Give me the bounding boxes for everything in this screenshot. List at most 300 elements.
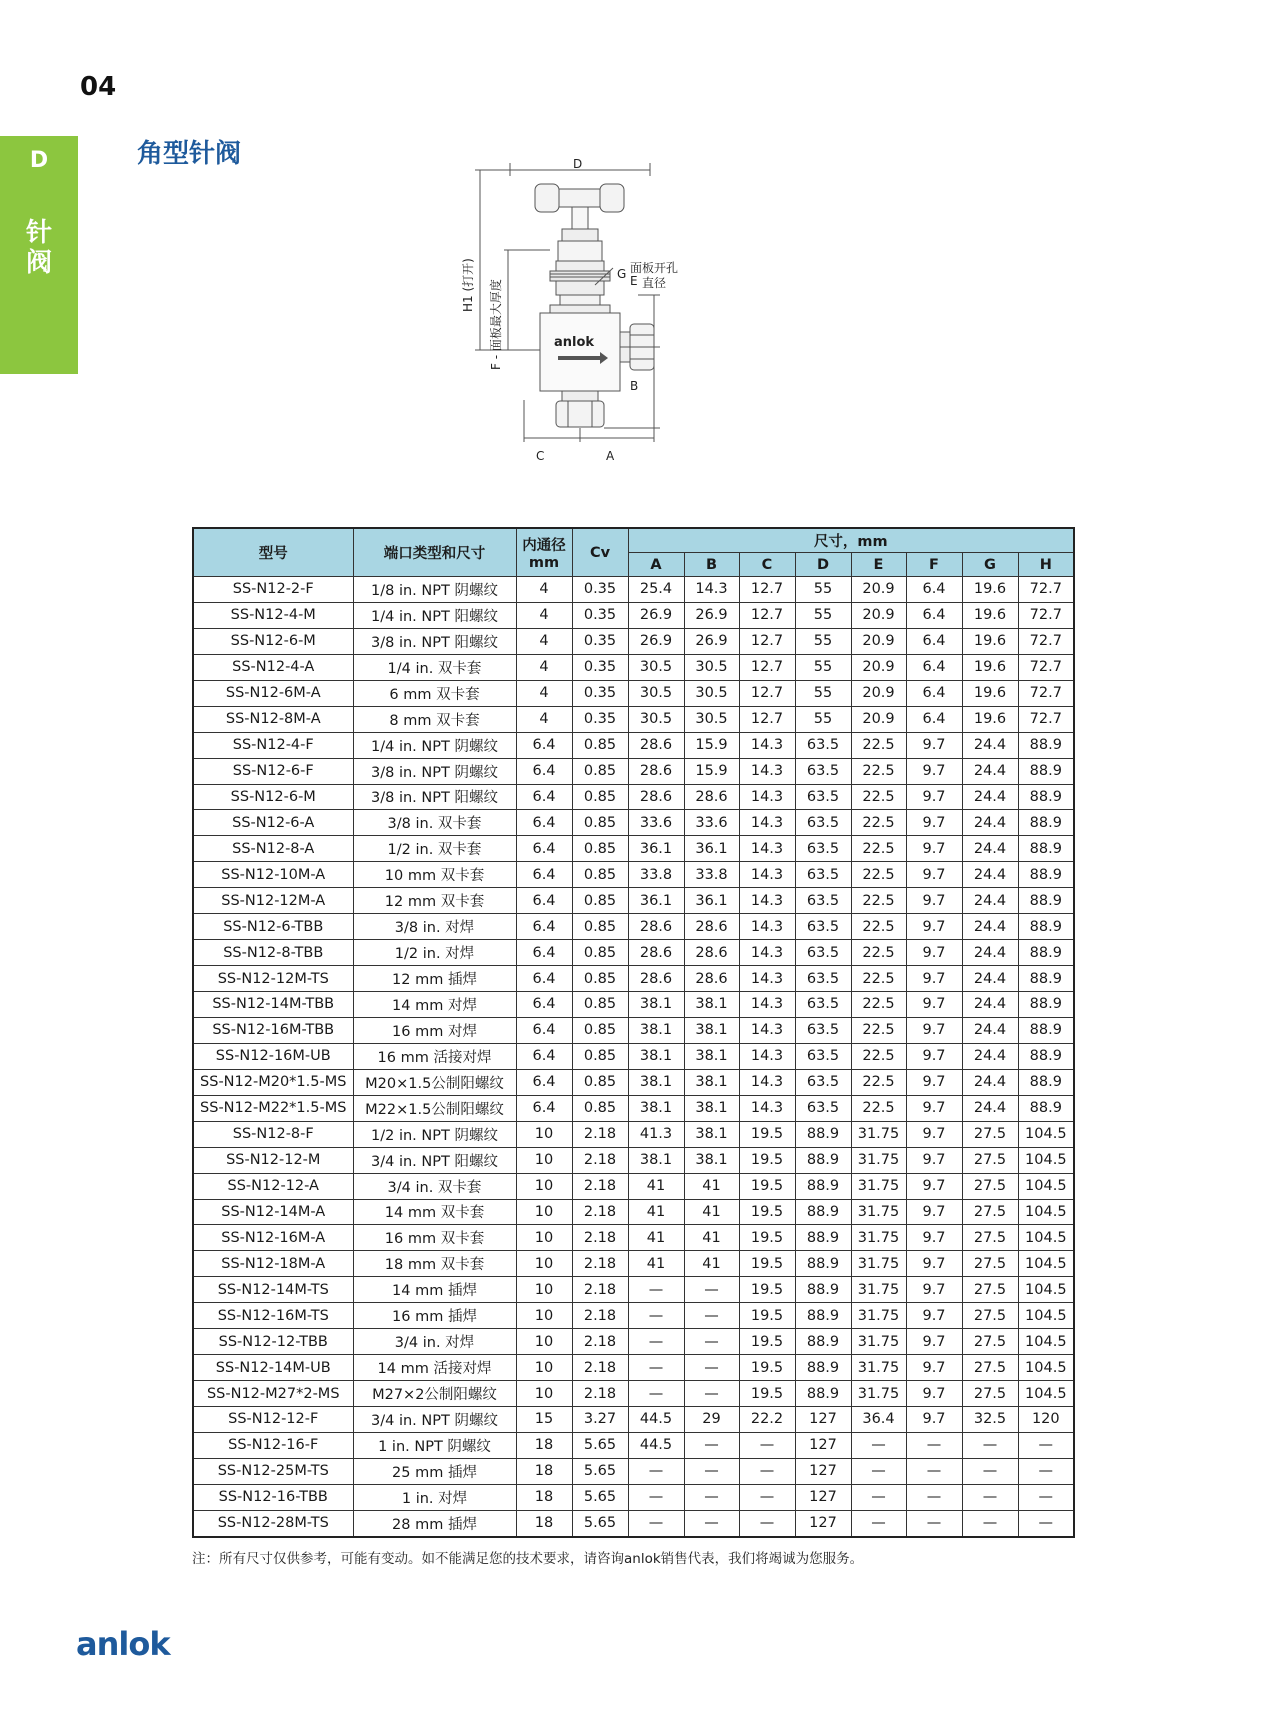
table-cell: SS-N12-8M-A: [193, 706, 353, 732]
table-cell: 12.7: [739, 654, 795, 680]
table-cell: 14.3: [739, 732, 795, 758]
table-cell: SS-N12-8-A: [193, 836, 353, 862]
table-cell: 14 mm 插焊: [353, 1277, 516, 1303]
table-cell: 0.85: [572, 732, 628, 758]
table-cell: 3/8 in. NPT 阴螺纹: [353, 758, 516, 784]
table-cell: 104.5: [1018, 1251, 1074, 1277]
table-cell: SS-N12-25M-TS: [193, 1458, 353, 1484]
table-cell: —: [739, 1432, 795, 1458]
table-cell: 0.85: [572, 1017, 628, 1043]
table-cell: 38.1: [628, 1017, 684, 1043]
table-cell: 88.9: [1018, 1095, 1074, 1121]
table-cell: 24.4: [962, 992, 1018, 1018]
table-cell: 1/4 in. 双卡套: [353, 654, 516, 680]
table-cell: 28.6: [628, 940, 684, 966]
table-cell: 22.5: [851, 758, 906, 784]
table-cell: 10: [516, 1277, 572, 1303]
table-cell: 127: [795, 1407, 851, 1433]
table-cell: 3/4 in. NPT 阴螺纹: [353, 1407, 516, 1433]
header-bore-line1: 内通径: [522, 538, 566, 554]
table-cell: 28 mm 插焊: [353, 1510, 516, 1536]
table-cell: 63.5: [795, 1069, 851, 1095]
table-cell: 24.4: [962, 758, 1018, 784]
table-cell: 9.7: [906, 862, 962, 888]
table-cell: 1 in. 对焊: [353, 1484, 516, 1510]
table-cell: 104.5: [1018, 1329, 1074, 1355]
table-cell: 0.85: [572, 888, 628, 914]
table-cell: —: [739, 1484, 795, 1510]
table-cell: 2.18: [572, 1225, 628, 1251]
table-cell: 0.85: [572, 784, 628, 810]
table-cell: 104.5: [1018, 1381, 1074, 1407]
header-port: 端口类型和尺寸: [353, 528, 516, 577]
header-dim-col: F: [906, 553, 962, 577]
table-cell: 22.5: [851, 810, 906, 836]
table-cell: 1 in. NPT 阴螺纹: [353, 1432, 516, 1458]
table-cell: 36.1: [684, 836, 739, 862]
table-cell: 28.6: [684, 940, 739, 966]
table-cell: 26.9: [684, 602, 739, 628]
table-cell: 9.7: [906, 1199, 962, 1225]
table-row: [193, 732, 1074, 758]
table-cell: 9.7: [906, 1043, 962, 1069]
table-row: [193, 940, 1074, 966]
table-cell: 9.7: [906, 1095, 962, 1121]
table-cell: 88.9: [1018, 1017, 1074, 1043]
table-cell: 4: [516, 680, 572, 706]
table-row: [193, 1484, 1074, 1510]
header-bore: [516, 528, 572, 577]
table-cell: 19.5: [739, 1199, 795, 1225]
table-cell: SS-N12-12-TBB: [193, 1329, 353, 1355]
section-tab: [0, 136, 78, 374]
table-cell: 19.6: [962, 628, 1018, 654]
table-cell: SS-N12-6-A: [193, 810, 353, 836]
table-cell: 20.9: [851, 680, 906, 706]
table-cell: SS-N12-16-F: [193, 1432, 353, 1458]
table-cell: SS-N12-10M-A: [193, 862, 353, 888]
table-cell: 38.1: [684, 1095, 739, 1121]
table-cell: 88.9: [1018, 1043, 1074, 1069]
table-cell: 19.5: [739, 1121, 795, 1147]
table-cell: 24.4: [962, 836, 1018, 862]
header-dim-col: D: [795, 553, 851, 577]
table-cell: 6.4: [906, 602, 962, 628]
table-cell: 8 mm 双卡套: [353, 706, 516, 732]
table-cell: 14.3: [739, 784, 795, 810]
table-cell: 72.7: [1018, 577, 1074, 603]
table-cell: 30.5: [684, 706, 739, 732]
table-cell: 1/2 in. NPT 阴螺纹: [353, 1121, 516, 1147]
table-cell: 14.3: [739, 940, 795, 966]
table-cell: 36.1: [628, 836, 684, 862]
dim-label-c: C: [536, 449, 545, 463]
table-cell: 16 mm 对焊: [353, 1017, 516, 1043]
table-cell: 22.5: [851, 1069, 906, 1095]
table-cell: 2.18: [572, 1329, 628, 1355]
table-cell: 88.9: [1018, 966, 1074, 992]
table-cell: 14.3: [684, 577, 739, 603]
table-cell: SS-N12-2-F: [193, 577, 353, 603]
table-cell: 63.5: [795, 888, 851, 914]
table-cell: 9.7: [906, 1329, 962, 1355]
table-cell: 9.7: [906, 1251, 962, 1277]
table-cell: —: [739, 1510, 795, 1536]
table-cell: 33.8: [684, 862, 739, 888]
table-cell: 120: [1018, 1407, 1074, 1433]
table-row: [193, 1303, 1074, 1329]
table-cell: 32.5: [962, 1407, 1018, 1433]
table-cell: 6.4: [516, 914, 572, 940]
table-cell: SS-N12-4-F: [193, 732, 353, 758]
table-cell: 14.3: [739, 1043, 795, 1069]
table-cell: 5.65: [572, 1484, 628, 1510]
table-cell: 10: [516, 1121, 572, 1147]
table-cell: 104.5: [1018, 1147, 1074, 1173]
table-cell: —: [962, 1484, 1018, 1510]
table-cell: —: [684, 1432, 739, 1458]
table-cell: 33.8: [628, 862, 684, 888]
table-cell: 20.9: [851, 654, 906, 680]
table-cell: —: [684, 1510, 739, 1536]
table-cell: 38.1: [684, 992, 739, 1018]
table-cell: —: [906, 1458, 962, 1484]
table-cell: 63.5: [795, 810, 851, 836]
table-cell: SS-N12-8-TBB: [193, 940, 353, 966]
table-cell: 88.9: [795, 1147, 851, 1173]
table-cell: 0.85: [572, 1095, 628, 1121]
table-cell: 27.5: [962, 1121, 1018, 1147]
table-cell: —: [1018, 1458, 1074, 1484]
table-cell: 55: [795, 654, 851, 680]
table-cell: 25 mm 插焊: [353, 1458, 516, 1484]
spec-table: [192, 527, 1075, 1538]
table-cell: M27×2公制阳螺纹: [353, 1381, 516, 1407]
table-cell: 18: [516, 1510, 572, 1536]
table-cell: 88.9: [795, 1251, 851, 1277]
table-cell: 3/8 in. NPT 阳螺纹: [353, 628, 516, 654]
table-cell: 38.1: [684, 1017, 739, 1043]
table-cell: 24.4: [962, 966, 1018, 992]
table-cell: 24.4: [962, 1095, 1018, 1121]
page-title: 角型针阀: [137, 139, 242, 169]
table-cell: —: [628, 1458, 684, 1484]
table-cell: 27.5: [962, 1329, 1018, 1355]
table-cell: 22.5: [851, 836, 906, 862]
table-cell: 88.9: [795, 1355, 851, 1381]
table-cell: 72.7: [1018, 680, 1074, 706]
table-cell: 12.7: [739, 680, 795, 706]
table-cell: 127: [795, 1432, 851, 1458]
table-cell: 6.4: [516, 940, 572, 966]
header-model: 型号: [193, 528, 353, 577]
table-cell: 19.5: [739, 1277, 795, 1303]
table-cell: —: [628, 1381, 684, 1407]
table-cell: 19.5: [739, 1303, 795, 1329]
table-cell: 31.75: [851, 1303, 906, 1329]
table-row: [193, 1432, 1074, 1458]
table-cell: 33.6: [628, 810, 684, 836]
table-cell: 41: [628, 1251, 684, 1277]
table-cell: 22.5: [851, 1043, 906, 1069]
table-cell: SS-N12-6-M: [193, 784, 353, 810]
table-row: [193, 992, 1074, 1018]
table-cell: 5.65: [572, 1432, 628, 1458]
table-cell: 22.5: [851, 888, 906, 914]
table-cell: 31.75: [851, 1199, 906, 1225]
table-cell: 6.4: [516, 1095, 572, 1121]
table-cell: 6.4: [516, 966, 572, 992]
table-cell: 14.3: [739, 862, 795, 888]
table-cell: 88.9: [1018, 940, 1074, 966]
table-cell: SS-N12-14M-TS: [193, 1277, 353, 1303]
table-cell: —: [962, 1458, 1018, 1484]
dim-label-e: E: [630, 274, 638, 288]
table-cell: 14.3: [739, 1017, 795, 1043]
table-cell: 18 mm 双卡套: [353, 1251, 516, 1277]
table-cell: 88.9: [795, 1225, 851, 1251]
table-cell: 9.7: [906, 992, 962, 1018]
table-cell: 12.7: [739, 706, 795, 732]
table-cell: 12 mm 插焊: [353, 966, 516, 992]
table-row: [193, 888, 1074, 914]
dim-label-a: A: [606, 449, 615, 463]
table-cell: —: [684, 1303, 739, 1329]
table-cell: 15: [516, 1407, 572, 1433]
table-row: [193, 1381, 1074, 1407]
table-cell: SS-N12-6-TBB: [193, 914, 353, 940]
table-cell: 22.5: [851, 992, 906, 1018]
table-cell: 9.7: [906, 1121, 962, 1147]
table-cell: 10: [516, 1173, 572, 1199]
table-cell: 10: [516, 1355, 572, 1381]
table-cell: 28.6: [628, 784, 684, 810]
table-cell: 63.5: [795, 1095, 851, 1121]
table-cell: SS-N12-12M-TS: [193, 966, 353, 992]
table-cell: —: [1018, 1510, 1074, 1536]
table-cell: 88.9: [1018, 732, 1074, 758]
table-cell: 25.4: [628, 577, 684, 603]
table-cell: 2.18: [572, 1173, 628, 1199]
table-cell: 9.7: [906, 732, 962, 758]
table-cell: 4: [516, 577, 572, 603]
table-cell: 0.35: [572, 577, 628, 603]
table-cell: SS-N12-14M-UB: [193, 1355, 353, 1381]
table-cell: 88.9: [1018, 1069, 1074, 1095]
table-cell: 72.7: [1018, 628, 1074, 654]
table-cell: SS-N12-16M-A: [193, 1225, 353, 1251]
table-cell: 28.6: [684, 914, 739, 940]
table-cell: 6.4: [906, 680, 962, 706]
table-cell: 41: [628, 1173, 684, 1199]
table-cell: 88.9: [1018, 992, 1074, 1018]
table-row: [193, 654, 1074, 680]
table-cell: 26.9: [684, 628, 739, 654]
table-cell: 2.18: [572, 1147, 628, 1173]
table-cell: 22.5: [851, 940, 906, 966]
table-cell: 6.4: [516, 888, 572, 914]
table-cell: 19.6: [962, 654, 1018, 680]
table-cell: 19.5: [739, 1225, 795, 1251]
table-cell: 18: [516, 1432, 572, 1458]
table-cell: 127: [795, 1510, 851, 1536]
table-cell: 1/4 in. NPT 阳螺纹: [353, 602, 516, 628]
table-cell: —: [906, 1510, 962, 1536]
table-cell: 4: [516, 654, 572, 680]
table-cell: 1/4 in. NPT 阴螺纹: [353, 732, 516, 758]
table-cell: 10: [516, 1251, 572, 1277]
table-cell: 14 mm 双卡套: [353, 1199, 516, 1225]
table-cell: 6.4: [906, 577, 962, 603]
table-cell: 38.1: [684, 1121, 739, 1147]
table-cell: SS-N12-16M-TS: [193, 1303, 353, 1329]
table-cell: —: [962, 1432, 1018, 1458]
table-cell: —: [962, 1510, 1018, 1536]
table-cell: 6.4: [906, 654, 962, 680]
table-row: [193, 1458, 1074, 1484]
table-cell: 27.5: [962, 1355, 1018, 1381]
table-cell: SS-N12-12-M: [193, 1147, 353, 1173]
dim-label-g: G: [617, 267, 627, 281]
table-cell: 19.6: [962, 577, 1018, 603]
table-cell: 9.7: [906, 940, 962, 966]
table-cell: 41: [684, 1251, 739, 1277]
table-cell: 2.18: [572, 1355, 628, 1381]
table-cell: 9.7: [906, 1147, 962, 1173]
table-cell: 72.7: [1018, 654, 1074, 680]
dim-label-b: B: [630, 379, 639, 393]
table-cell: 20.9: [851, 577, 906, 603]
header-bore-line2: mm: [528, 555, 560, 571]
table-row: [193, 706, 1074, 732]
table-cell: SS-N12-16M-UB: [193, 1043, 353, 1069]
table-cell: —: [851, 1458, 906, 1484]
table-cell: 88.9: [795, 1303, 851, 1329]
table-cell: 27.5: [962, 1251, 1018, 1277]
table-cell: 5.65: [572, 1458, 628, 1484]
table-cell: —: [1018, 1484, 1074, 1510]
table-cell: 9.7: [906, 1407, 962, 1433]
table-row: [193, 1121, 1074, 1147]
table-cell: 0.85: [572, 940, 628, 966]
table-cell: 9.7: [906, 1277, 962, 1303]
table-cell: SS-N12-4-A: [193, 654, 353, 680]
table-row: [193, 1199, 1074, 1225]
table-cell: 16 mm 活接对焊: [353, 1043, 516, 1069]
table-row: [193, 1251, 1074, 1277]
table-cell: 22.5: [851, 1017, 906, 1043]
table-row: [193, 1407, 1074, 1433]
table-cell: 6 mm 双卡套: [353, 680, 516, 706]
table-cell: 22.5: [851, 966, 906, 992]
table-cell: —: [851, 1510, 906, 1536]
table-cell: 27.5: [962, 1277, 1018, 1303]
table-cell: 0.85: [572, 1043, 628, 1069]
section-label-char: 阀: [25, 248, 52, 278]
table-cell: 22.2: [739, 1407, 795, 1433]
table-cell: 26.9: [628, 628, 684, 654]
dim-label-h1: H1 (打开): [461, 258, 475, 312]
table-row: [193, 577, 1074, 603]
table-cell: 4: [516, 602, 572, 628]
table-cell: 10: [516, 1303, 572, 1329]
table-cell: 63.5: [795, 758, 851, 784]
section-label: [0, 218, 78, 278]
table-cell: 15.9: [684, 732, 739, 758]
table-cell: —: [684, 1355, 739, 1381]
table-cell: 26.9: [628, 602, 684, 628]
table-cell: 41: [628, 1199, 684, 1225]
table-cell: 2.18: [572, 1277, 628, 1303]
table-cell: SS-N12-14M-TBB: [193, 992, 353, 1018]
table-row: [193, 1277, 1074, 1303]
table-cell: SS-N12-8-F: [193, 1121, 353, 1147]
table-cell: 0.35: [572, 654, 628, 680]
dim-label-g-desc: 面板开孔: [630, 261, 679, 275]
header-cv: Cv: [572, 528, 628, 577]
table-cell: 38.1: [684, 1147, 739, 1173]
table-cell: 2.18: [572, 1303, 628, 1329]
table-cell: 63.5: [795, 862, 851, 888]
table-cell: 63.5: [795, 1043, 851, 1069]
table-cell: —: [684, 1329, 739, 1355]
table-row: [193, 862, 1074, 888]
table-cell: 9.7: [906, 758, 962, 784]
table-cell: —: [628, 1303, 684, 1329]
header-dim-col: H: [1018, 553, 1074, 577]
table-cell: 27.5: [962, 1173, 1018, 1199]
table-cell: 88.9: [1018, 862, 1074, 888]
table-cell: 22.5: [851, 1095, 906, 1121]
table-cell: 24.4: [962, 888, 1018, 914]
table-cell: 38.1: [628, 992, 684, 1018]
table-cell: 72.7: [1018, 602, 1074, 628]
table-cell: 29: [684, 1407, 739, 1433]
brand-logo: anlok: [76, 1625, 170, 1663]
table-row: [193, 1225, 1074, 1251]
table-cell: —: [851, 1484, 906, 1510]
table-cell: 27.5: [962, 1381, 1018, 1407]
table-cell: 0.85: [572, 966, 628, 992]
table-cell: 14 mm 活接对焊: [353, 1355, 516, 1381]
table-cell: —: [684, 1277, 739, 1303]
table-cell: 28.6: [628, 966, 684, 992]
table-cell: 1/8 in. NPT 阴螺纹: [353, 577, 516, 603]
table-cell: 88.9: [1018, 836, 1074, 862]
table-row: [193, 784, 1074, 810]
table-cell: 88.9: [795, 1121, 851, 1147]
table-cell: 6.4: [516, 836, 572, 862]
table-cell: SS-N12-M22*1.5-MS: [193, 1095, 353, 1121]
table-cell: 3.27: [572, 1407, 628, 1433]
table-cell: 36.4: [851, 1407, 906, 1433]
table-cell: 31.75: [851, 1225, 906, 1251]
table-row: [193, 628, 1074, 654]
header-dim-col: B: [684, 553, 739, 577]
table-cell: 27.5: [962, 1303, 1018, 1329]
table-cell: 30.5: [684, 680, 739, 706]
table-cell: 6.4: [516, 810, 572, 836]
brand-mark: anlok: [554, 335, 595, 350]
table-cell: 19.6: [962, 680, 1018, 706]
table-cell: 88.9: [1018, 810, 1074, 836]
table-cell: 88.9: [795, 1277, 851, 1303]
header-dim-col: E: [851, 553, 906, 577]
table-cell: —: [628, 1329, 684, 1355]
table-row: [193, 758, 1074, 784]
table-cell: 36.1: [684, 888, 739, 914]
table-cell: 28.6: [628, 914, 684, 940]
